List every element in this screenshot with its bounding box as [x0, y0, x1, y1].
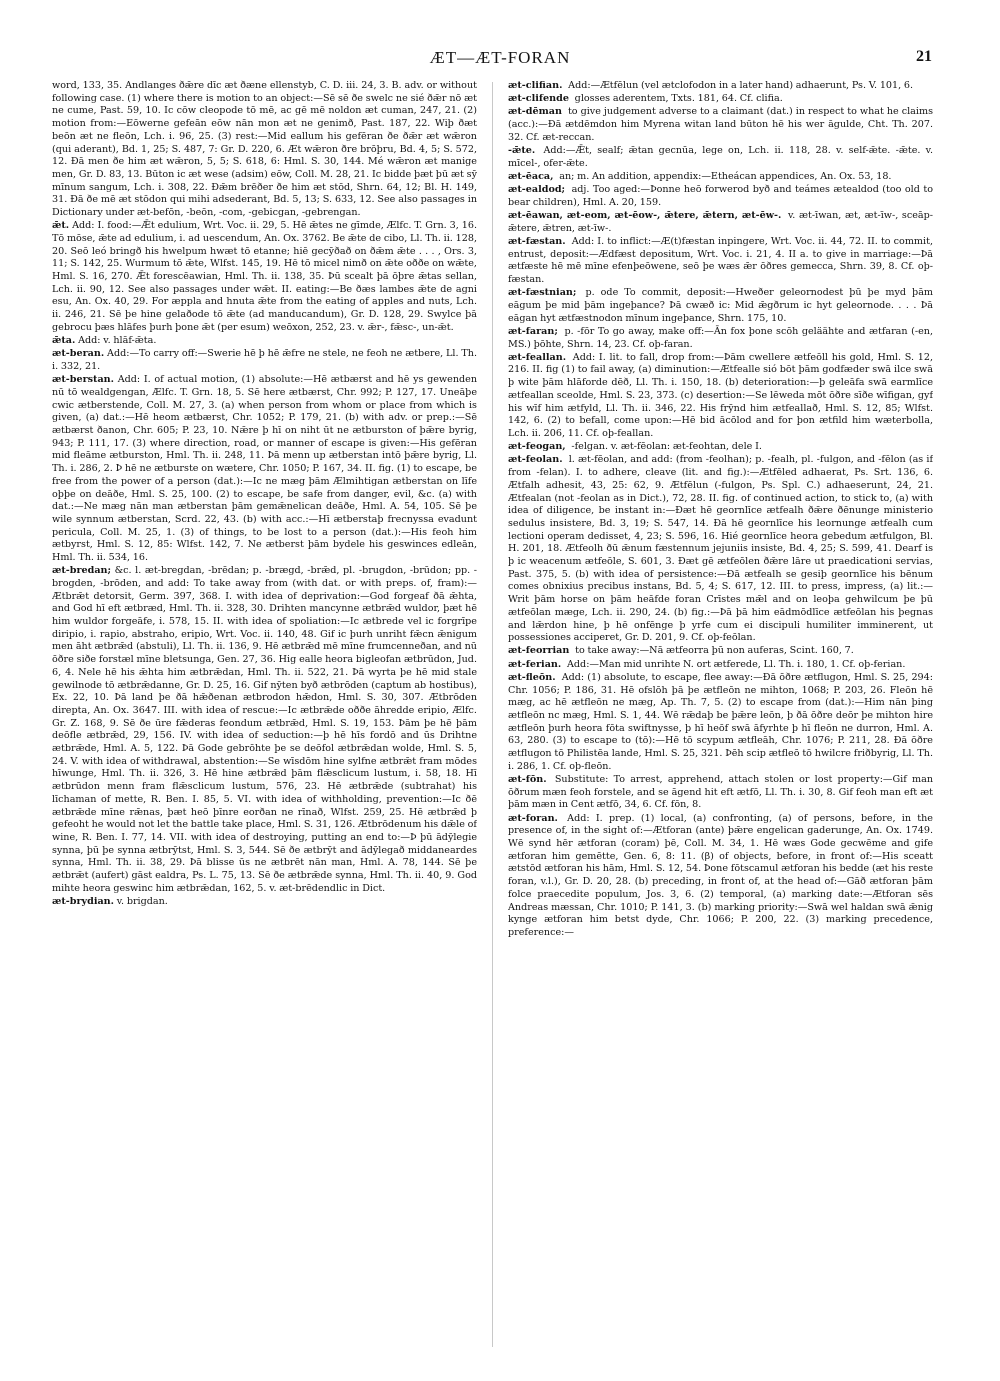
entry-headword: æt-brydian.: [52, 896, 114, 907]
dictionary-entry: [52, 80, 477, 220]
entry-headword: æt-ēawan, æt-eom, æt-ēow-, ǣtere, ǣtern, æt-ēw-.: [508, 210, 782, 222]
entry-headword: æt-beran.: [52, 348, 105, 360]
dictionary-entry: [52, 896, 477, 909]
entry-text: Add:—To carry off:—Swerie hē þ hē ǣfre ne stele, ne feoh ne ætbere, Ll. Th. i. 332, 21.: [52, 348, 477, 372]
dictionary-entry: [508, 326, 933, 351]
entry-text: an; m. An addition, appendix:—Etheácan appendices, An. Ox. 53, 18.: [559, 170, 892, 182]
dictionary-entry: [508, 106, 933, 144]
entry-headword: æt-ēaca,: [508, 170, 554, 182]
dictionary-entry: [508, 672, 933, 774]
entry-text: adj. Too aged:—Þonne heō forwerod byð and teámes ætealdod (too old to bear children), Hml. A. 20, 159.: [508, 184, 933, 208]
entry-text: to give judgement adverse to a claimant (dat.) in respect to what he claims (acc.):—Ðā ætdēmdon him Myrena witan land būton hē his wer āgulde, Cht. Th. 207. 32. Cf. æt-reccan.: [508, 106, 933, 143]
right-column: [508, 80, 933, 1365]
entry-headword: æt-fōn.: [508, 773, 547, 785]
entry-text: Substitute: To arrest, apprehend, attach stolen or lost property:—Gif man ōðrum mæn feoh forstele, and se āgend hit eft ætfō, Ll. Th. i. 30, 8. Gif feoh man eft æt þām mæn in Cent ætfō, 34, 6. Cf. fōn, 8.: [508, 773, 933, 811]
dictionary-entry: [508, 184, 933, 209]
dictionary-entry: [508, 171, 933, 184]
entry-text: word, 133, 35. Andlanges ðǣre dīc æt ðæne ellenstyb, C. D. iii. 24, 3. B. adv. or without following case. (1) where there is motion to an object:—Sē sē ðe swelc ne sié ðǣr nō æt ne cume, Past. 59, 10. Ic cōw cleopode tō mē, ac gē mē noldon æt cuman, 247, 21. (2) motion from:—Eōwerne gefeān eōw nān mon æt ne genimð, Past. 187, 22. Wiþ ðæt beōn æt ne fleōn, Lch. i. 96, 25. (3) rest:—Mid eallum his gefēran ðe ðǣr æt wǣron (qui aderant), Bd. 1, 25; S. 487, 7: Gr. D. 220, 6. Æt wǣron ðre brōþru, Bd. 4, 5; S. 572, 12. Ðā men ðe him æt wǣron, 5, 5; S. 618, 6: Hml. S. 30, 144. Mé wǣron æt manige men, Gr. D. 83, 13. Būton ic æt wese (adsim) eōw, Coll. M. 28, 21. Ic bidde þæt þū æt sȳ mīnum sangum, Lch. i. 308, 22. Ðǣm brēðer ðe him æt stōd, Shrn. 64, 12; Bl. H. 149, 31. Ðā ðe mē æt stōdon qui mihi adsederant, Bd. 5, 13; S. 633, 12. See also passages in Dictionary under æt-befōn, -beōn, -com, -gebicgan, -gebrengan.: [52, 80, 477, 219]
entry-headword: æt-feogan,: [508, 441, 566, 453]
entry-text: Add:—Man mid unrihte N. ort ætferede, Ll. Th. i. 180, 1. Cf. oþ-ferian.: [566, 658, 906, 670]
entry-headword: æt-feolan.: [508, 454, 563, 466]
running-head: [0, 48, 1000, 70]
entry-text: Add: I. of actual motion, (1) absolute:—Hē ætbærst and hē ys gewenden nū tō wealdgengan, Ælfc. T. Grn. 18, 5. Sē here ætbærst, Chr. 992; P. 127, 17. Uneāþe cwic ætberstende, Coll. M. 27, 3. (a) when person from whom or place from which is given, (a) dat.:—Hē heom ætbærst, Chr. 1052; P. 179, 21. (b) with adv. or prep.:—Sē ætbærst ðanon, Chr. 605; P. 23, 10. Nǣre þ hī on niht ūt ne ætburston of þǣre byrig, 943; P. 111, 17. (3) where direction, road, or manner of escape is given:—His gefēran mid fleāme ætburston, Hml. Th. ii. 248, 11. Þā menn up ætberstan intō þǣre byrig, Ll. Th. i. 286, 2. Þ hē ne ætburste on wætere, Chr. 1050; P. 167, 34. II. fig. (1) to escape, be free from the power of a person (dat.):—Ic ne mæg þām Ælmihtigan ætberstan on līfe oþþe on deāðe, Hml. S. 25, 100. (2) to escape, be safe from danger, evil, &c. (a) with dat.:—Ne mæg nān man ætberstan þām gemǣnelican deāðe, Hml. A. 54, 105. Sē þe wile synnum ætberstan, Scrd. 22, 43. (b) with acc.:—Hī ætberstaþ frecnyssa evadunt pericula, Coll. M. 25, 1. (3) of things, to be lost to a person (dat.):—His feoh him ætbyrst, Hml. S. 12, 85: Wlfst. 142, 7. Ne ætberst þām bydele his geswinces edleān, Hml. Th. ii. 534, 16.: [52, 374, 477, 564]
entry-text: p. -fōr To go away, make off:—Ān fox þone scōh geläähte and ætfaran (-en, MS.) þōhte, Shrn. 14, 23. Cf. oþ-faran.: [508, 325, 933, 350]
dictionary-entry: [508, 236, 933, 287]
entry-headword: -ǣte.: [508, 145, 536, 157]
entry-text: p. ode To commit, deposit:—Hweðer geleornodest þū þe myd þām eāgum þe mid þām ingeþance? Þā cwæð ic: Mid ǣgðrum ic hyt geleornode. . . . Þā eāgan hyt ætfæstnodon mīnum ingeþance, Shrn. 175, 10.: [508, 287, 933, 324]
dictionary-entry: [508, 813, 933, 940]
dictionary-entry: [508, 645, 933, 658]
column-divider: [492, 82, 493, 1347]
dictionary-entry: [52, 335, 477, 348]
entry-text: -felgan. v. æt-fēolan: æt-feohtan, dele I.: [571, 441, 762, 453]
dictionary-entry: [508, 80, 933, 93]
entry-text: l. æt-fēolan, and add: (from -feolhan); p. -fealh, pl. -fulgon, and -fēlon (as if from -felan). I. to adhere, cleave (lit. and fig.):—Ætfēled adhaerat, Ps. Srt. 136, 6. Ætfalh adhesit, 43, 25: 62, 9. Ætfēlun (-fulgon, Ps. Spl. C.) adhaeserunt, 24, 21. Ætfealan (not -feolan as in Dict.), 72, 28. II. fig. of continued action, to stick to, (a) with idea of diligence, be instant in:—Ðæt hē geornlīce ætfealh ðǣre ðēnunge ministerio sedulus insistere, Bd. 3, 19; S. 547, 14. Ðā hē geornlīce his leornunge ætfealh cum lectioni operam dedisset, 4, 23; S. 596, 16. Hié geornlīce heora gebedum ætfulgon, Bl. H. 201, 18. Ætfeolh ðū ǣnum fæstennum jejuniis insiste, Bd. 4, 25; S. 599, 41. Dearf is þ ic weacenum ætfeōle, S. 601, 3. Ðæt gē ætfeōlen ðǣre lāre ut praedicationi servias, Past. 375, 5. (b) with idea of persistence:—Ðā ætfealh se gesiþ geornlīce his bēnum comes obnixius precibus instans, Bd. 5, 4; S. 617, 12. III. to press, impress, (a) lit.:—Writ þām horse on þām heāfde foran Crīstes mǣl and on leoþa gehwilcum þe þū ætfeōlan mæge, Lch. ii. 290, 24. (b) fig.:—Þā þā him eādmōdlīce ætfeōlan his þegnas and lǣrdon hine, þ hē onfēnge þ yrfe cum ei discipuli humiliter imminerent, ut possessiones acciperet, Gr. D. 201, 9. Cf. oþ-feōlan.: [508, 454, 933, 644]
entry-text: Add:—Ætfēlun (vel ætclofodon in a later hand) adhaerunt, Ps. V. 101, 6.: [568, 80, 914, 91]
dictionary-entry: [508, 352, 933, 441]
entry-headword: æt-faran;: [508, 325, 558, 337]
dictionary-entry: [52, 374, 477, 565]
entry-headword: æt-fleōn.: [508, 671, 556, 683]
entry-text: Add:—Ǣt, sealf; ǣtan gecnūa, lege on, Lch. ii. 118, 28. v. self-ǣte. -ǣte. v. mīcel-, ofer-ǣte.: [508, 145, 933, 169]
entry-text: v. brigdan.: [116, 896, 168, 907]
dictionary-entry: [508, 774, 933, 812]
dictionary-entry: [508, 210, 933, 235]
dictionary-entry: [508, 454, 933, 645]
entry-headword: æt-ealdod;: [508, 184, 566, 196]
entry-headword: æt-berstan.: [52, 374, 114, 386]
entry-text: to take away:—Nā ætfeorra þū non auferas, Scint. 160, 7.: [575, 645, 854, 657]
entry-headword: æt-bredan;: [52, 565, 112, 577]
entry-text: glosses aderentem, Txts. 181, 64. Cf. clifia.: [574, 93, 783, 105]
dictionary-entry: [508, 659, 933, 672]
entry-headword: æt-feorrian: [508, 645, 570, 657]
entry-headword: æt-fæstnian;: [508, 287, 577, 299]
entry-headword: æt-dēman: [508, 106, 562, 118]
dictionary-entry: [508, 441, 933, 454]
entry-headword: ǣta.: [52, 335, 76, 347]
entry-headword: æt-fæstan.: [508, 235, 566, 247]
entry-text: Add: I. food:—Ǣt edulium, Wrt. Voc. ii. 29, 5. Hē ǣtes ne gīmde, Ælfc. T. Grn. 3, 16. Tō mōse, ǣte ad edulium, i. ad uescendum, An. Ox. 3762. Be ǣte de cibo, Ll. Th. ii. 128, 20. Seō leó bringð his hwelpum hwæt tō etanne; hiē gecȳðað on ðǣm ǣte . . . , Ors. 3, 11; S. 142, 25. Wurmum tō ǣte, Wlfst. 145, 19. Hē tō micel nimð on ǣte oððe on wǣte, Hml. S. 16, 270. Ǣt forescēawian, Hml. Th. ii. 138, 35. Þū scealt þā ōþre ǣtas sellan, Lch. ii. 90, 12. See also passages under wǣt. II. eating:—Be ðæs lambes ǣte de agni esu, An. Ox. 40, 29. For æppla and hnuta ǣte from the eating of apples and nuts, Lch. ii. 246, 21. Sē þe hine gelaðode tō ǣte (ad manducandum), Gr. D. 128, 29. Swylce þā gebrocu þæs hlāfes þurh þone ǣt (per esum) weōxon, 252, 23. v. ǣr-, fǣsc-, un-ǣt.: [52, 220, 477, 333]
dictionary-entry: [508, 145, 933, 170]
entry-text: v. æt-īwan, æt, æt-īw-, sceāp-ǣtere, ǣtren, æt-īw-.: [508, 210, 933, 234]
entry-headword: æt-ferian.: [508, 658, 562, 670]
entry-headword: ǣt.: [52, 220, 70, 232]
dictionary-entry: [52, 220, 477, 334]
page-number: 21: [916, 48, 932, 65]
running-title: ÆT—ÆT-FORAN: [429, 48, 571, 67]
entry-headword: æt-clifian.: [508, 80, 563, 91]
entry-text: Add: I. lit. to fall, drop from:—Þām cwellere ætfeōll his gold, Hml. S. 12, 216. II. fig (1) to fail away, (a) diminution:—Ætfealle sió bōt þām godfæder swā ilce swā þ wite þām hlāforde dēð, Ll. Th. i. 150, 18. (b) deterioration:—þ geleāfa swā earmlīce ætfeallan sceolde, Hml. S. 23, 373. (c) desertion:—Se lēweda mōt ōðre sīðe wīfigan, gyf his wīf him ætfyld, Ll. Th. ii. 346, 22. His frȳnd him ætfeallað, Hml. S. 12, 85; Wlfst. 142, 6. (2) to befall, come upon:—Hē bid ācōlod and for þon ætfild him wæterbolla, Lch. ii. 206, 11. Cf. oþ-feallan.: [508, 351, 933, 439]
dictionary-entry: [508, 93, 933, 106]
entry-text: &c. l. æt-bregdan, -brēdan; p. -brægd, -brǣd, pl. -brugdon, -brūdon; pp. -brogden, -brōden, and add: To take away from (with dat. or with preps. of, fram):—Ætbrǣt detorsit, Germ. 397, 368. I. with idea of deprivation:—God forgeaf ðā ǣhta, and God hī eft ætbræd, Hml. Th. ii. 328, 30. Drihten mancynne ætbrǣd wuldor, þæt hē him wuldor forgeāfe, i. 578, 15. II. with idea of spoliation:—Ic ætbrede vel ic forgrīpe diripio, i. rapio, abstraho, eripio, Wrt. Voc. ii. 140, 48. Gif ic þurh unriht fǣcn ǣnigum men āht ætbrǣd (abstuli), Ll. Th. ii. 136, 9. Hē ætbrǣd mē mīne frumcenneðan, and nū ōðre siðe forstæl mīne bletsunga, Gen. 27, 36. Hig ealle heora bigleofan ætbrūdon, Jud. 6, 4. Nele hē his ǣhta him ætbrǣdan, Hml. Th. ii. 522, 21. Þā wyrta þe hē mid stale gewilnode tō ætbrǣdanne, Gr. D. 25, 16. Gif nȳten byð ætbrōden (captum ab hostibus), Ex. 22, 10. Þā land þe ðā hǣðenan ætbrodon hǣdon, Hml. S. 30, 307. Ætbrōden direpta, An. Ox. 3647. III. with idea of rescue:—Ic ætbrǣde oððe āhredde eripio, Ælfc. Gr. Z. 168, 9. Sē ðe ūre fǣderas feondum ætbrǣd, Hml. S. 19, 153. Þām þe hē þām deōfle ætbrǣd, 29, 156. IV. with idea of seduction:—þ hē hīs fordō and ūs Drihtne ætbrǣde, Hml. A. 5, 122. Þā Gode gebrōhte þe se deōfol ætbrǣdan wolde, Hml. S. 5, 24. V. with idea of withdrawal, abstention:—Se wīsdōm hine sylfne ætbrǣt fram mōdes hīwunge, Hml. Th. ii. 326, 3. Hē hine ætbrǣd þām flǣsclicum lustum, i. 58, 18. Hī ætbrūdon menn fram flǣsclicum lustum, 576, 23. Hē ætbrǣde (subtrahat) his līchaman of mette, R. Ben. I. 85, 5. VI. with idea of withholding, prevention:—Ic ðē ætbrǣde mīne rǣnas, þæt heō þīnre eorðan ne rīnað, Wlfst. 259, 25. Hē ætbrǣd þ gefeoht he would not let the battle take place, Hml. S. 31, 126. Ætbrōdenum his dǣle of wine, R. Ben. I. 77, 14. VII. with idea of destroying, putting an end to:—Þ þū ādȳlegie synna, þū þe synna ætbrȳtst, Hml. S. 3, 544. Sē ðe ætbrȳt and ādȳlegað middaneardes synna, Hml. Th. ii. 38, 29. Þā blisse ūs ne ætbrēt nān man, Hml. A. 78, 144. Sē þe ætbrǣt (aufert) gāst ealdra, Ps. L. 75, 13. Sē ðe ætbrǣde synna, Hml. Th. ii. 40, 9. God mihte heora geswinc him ætbrǣdan, 162, 5. v. æt-brēdendlic in Dict.: [52, 565, 477, 894]
entry-headword: æt-feallan.: [508, 351, 567, 363]
entry-headword: æt-clifende: [508, 93, 569, 105]
entry-headword: æt-foran.: [508, 812, 558, 824]
dictionary-entry: [508, 287, 933, 325]
entry-text: Add: v. hlāf-ǣta.: [78, 335, 157, 347]
entry-text: Add: (1) absolute, to escape, flee away:—Ðā ōðre ætflugon, Hml. S. 25, 294: Chr. 1056; P. 186, 31. Hē ofslōh þā þe ætfleōn ne mihton, 1068; P. 203, 26. Fleōn hē mæg, ac hē ætfleōn ne mæg, Ap. Th. 7, 5. (2) to escape from (dat.):—Him nān þing ætfleōn nc mæg, Hml. S. 1, 44. Wē rǣdaþ be þǣre leōn, þ ðā ōðre deōr þe mihton hire ætfleōn þurh heora fōta swiftnysse, þ hī heōf swā āfyrhte þ hī fleōn ne durron, Hml. A. 63, 280. (3) to escape to (tō):—Hē tō scypum ætfleāh, Chr. 1076; P. 211, 28. Ðā ōðre ætflugon tō Philistēa lande, Hml. S. 25, 321. Þēh scip ætfleō tō hwilcre friðbyrig, Ll. Th. i. 286, 1. Cf. oþ-fleōn.: [508, 671, 933, 772]
left-column: [52, 80, 477, 1365]
dictionary-entry: [52, 348, 477, 373]
entry-text: Add: I. to inflict:—Æ(t)fæstan inpingere, Wrt. Voc. ii. 44, 72. II. to commit, entrust, deposit:—Ædfæst depositum, Wrt. Voc. i. 21, 4. II a. to give in marriage:—Þā ætfæste hē mē mīne efenþeōwene, seō þe wæs ǣr ōðres gemecca, Shrn. 39, 8. Cf. oþ-fæstan.: [508, 235, 933, 286]
dictionary-entry: [52, 565, 477, 895]
entry-text: Add: I. prep. (1) local, (a) confronting, (a) of persons, before, in the presence of, in the sight of:—Ætforan (ante) þǣre engelican gaderunge, An. Ox. 1749. Wē synd hēr ætforan (coram) þē, Coll. M. 34, 1. Hē wæs Gode gecwēme and gife ætforan him gemētte, Gen. 6, 8: 11. (β) of objects, before, in front of:—His sceatt ætstōd ætforan his hām, Hml. S. 12, 54. Þone fōtscamul ætforan his bedde (æt his reste foran, v.l.), Gr. D. 20, 28. (b) preceding, in front of, at the head of:—Gāð ætforan þām folce praecedite populum, Jos. 3, 6. (2) temporal, (a) marking date:—Ætforan sēs Andreas mæssan, Chr. 1010; P. 141, 3. (b) marking priority:—Swā wel haldan swā ǣnig kynge ætforan him betst dyde, Chr. 1066; P. 200, 22. (3) marking precedence, preference:—: [508, 812, 933, 938]
